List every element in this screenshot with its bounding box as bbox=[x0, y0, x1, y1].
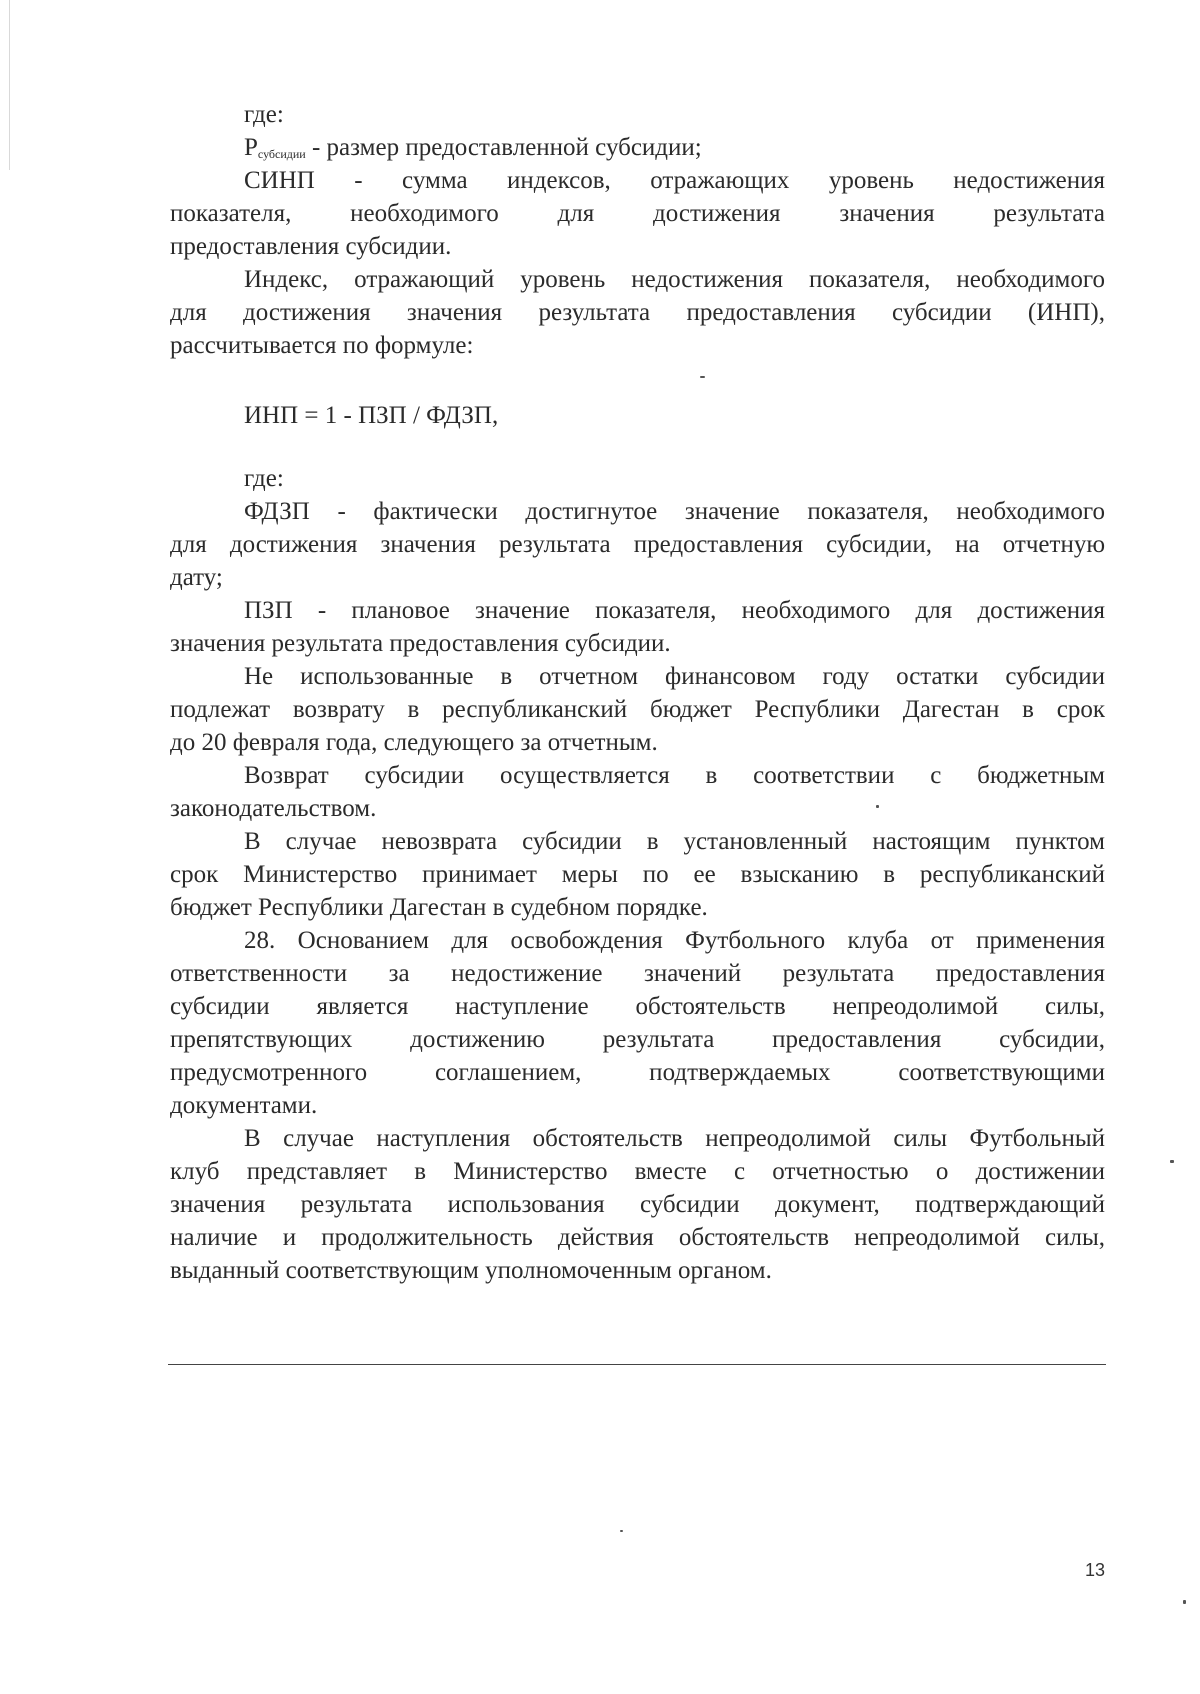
force-majeure-line-4: наличие и продолжительность действия обстоятельств непреодолимой силы, bbox=[170, 1224, 1105, 1251]
page-number: 13 bbox=[1085, 1560, 1106, 1580]
non-return-line-3: бюджет Республики Дагестан в судебном порядке. bbox=[170, 894, 708, 921]
formula-inp: ИНП = 1 - ПЗП / ФДЗП, bbox=[244, 402, 499, 429]
definition-sinp-line-3: предоставления субсидии. bbox=[170, 233, 452, 260]
clause-28-line-2: ответственности за недостижение значений результата предоставления bbox=[170, 960, 1105, 987]
definition-fdzp-line-3: дату; bbox=[170, 564, 223, 591]
clause-28-line-5: предусмотренного соглашением, подтверждаемых соответствующими bbox=[170, 1059, 1105, 1086]
where-label-1: где: bbox=[244, 101, 284, 128]
unused-balance-line-2: подлежат возврату в республиканский бюджет Республики Дагестан в срок bbox=[170, 696, 1105, 723]
scan-speck bbox=[620, 1530, 623, 1532]
clause-28-line-3: субсидии является наступление обстоятельств непреодолимой силы, bbox=[170, 993, 1105, 1020]
definition-p-subsidy bbox=[170, 131, 1105, 164]
index-paragraph-line-3: рассчитывается по формуле: bbox=[170, 332, 474, 359]
unused-balance-line-1: Не использованные в отчетном финансовом году остатки субсидии bbox=[244, 663, 1105, 690]
force-majeure-line-5: выданный соответствующим уполномоченным органом. bbox=[170, 1257, 772, 1284]
scan-speck bbox=[1183, 1600, 1186, 1604]
clause-28-line-6: документами. bbox=[170, 1092, 318, 1119]
force-majeure-line-1: В случае наступления обстоятельств непреодолимой силы Футбольный bbox=[244, 1125, 1105, 1152]
refund-line-2: законодательством. bbox=[170, 795, 377, 822]
clause-28-line-1: 28. Основанием для освобождения Футбольного клуба от применения bbox=[244, 927, 1105, 954]
symbol-p: Р bbox=[244, 134, 258, 161]
definition-sinp-line-1: СИНП - сумма индексов, отражающих уровень недостижения bbox=[244, 167, 1105, 194]
footnote-divider bbox=[168, 1364, 1106, 1365]
symbol-p-subscript: субсидии bbox=[257, 147, 306, 161]
where-label-2: где: bbox=[244, 465, 284, 492]
non-return-line-1: В случае невозврата субсидии в установленный настоящим пунктом bbox=[244, 828, 1105, 855]
symbol-p-dash: - bbox=[311, 134, 321, 161]
scan-speck bbox=[876, 805, 879, 808]
clause-28-line-4: препятствующих достижению результата предоставления субсидии, bbox=[170, 1026, 1105, 1053]
index-paragraph-line-1: Индекс, отражающий уровень недостижения показателя, необходимого bbox=[244, 266, 1105, 293]
definition-sinp-line-2: показателя, необходимого для достижения значения результата bbox=[170, 200, 1105, 227]
scan-speck bbox=[1170, 1160, 1174, 1163]
definition-pzp-line-2: значения результата предоставления субсидии. bbox=[170, 630, 671, 657]
definition-fdzp-line-2: для достижения значения результата предоставления субсидии, на отчетную bbox=[170, 531, 1105, 558]
unused-balance-line-3: до 20 февраля года, следующего за отчетным. bbox=[170, 729, 658, 756]
refund-line-1: Возврат субсидии осуществляется в соответствии с бюджетным bbox=[244, 762, 1105, 789]
force-majeure-line-3: значения результата использования субсидии документ, подтверждающий bbox=[170, 1191, 1105, 1218]
definition-fdzp-line-1: ФДЗП - фактически достигнутое значение показателя, необходимого bbox=[244, 498, 1105, 525]
definition-pzp-line-1: ПЗП - плановое значение показателя, необходимого для достижения bbox=[244, 597, 1105, 624]
definition-p-text: размер предоставленной субсидии; bbox=[326, 134, 702, 161]
scan-edge-mark bbox=[9, 0, 10, 170]
non-return-line-2: срок Министерство принимает меры по ее взысканию в республиканский bbox=[170, 861, 1105, 888]
scan-speck bbox=[700, 376, 705, 378]
force-majeure-line-2: клуб представляет в Министерство вместе с отчетностью о достижении bbox=[170, 1158, 1105, 1185]
document-body bbox=[170, 98, 1105, 1287]
index-paragraph-line-2: для достижения значения результата предоставления субсидии (ИНП), bbox=[170, 299, 1105, 326]
